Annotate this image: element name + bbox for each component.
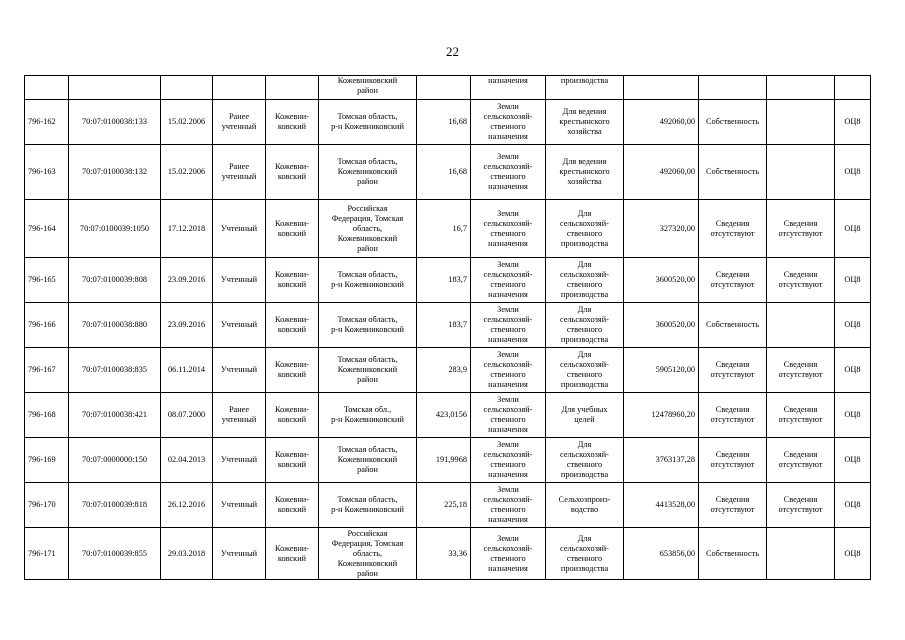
cell-district: Кожевни- ковский [266,258,319,303]
cell-area: 33,36 [417,528,471,580]
cell-code: ОЦ8 [835,200,871,258]
cell-category: Земли сельскохозяй- ственного назначения [471,528,546,580]
cell-holder [767,145,835,200]
cell-district: Кожевни- ковский [266,393,319,438]
cell-date [161,76,213,100]
cell-address: Томская область, р-н Кожевниковский [319,303,417,348]
cell-holder [767,303,835,348]
continuation-row [25,76,871,100]
cell-address: Томская обл., р-н Кожевниковский [319,393,417,438]
cell-code: ОЦ8 [835,438,871,483]
cell-category: Земли сельскохозяй- ственного назначения [471,393,546,438]
cell-cadastral: 70:07:0100039:818 [69,483,161,528]
cell-num: 796-167 [25,348,69,393]
cell-right: Сведения отсутствуют [699,258,767,303]
cell-holder: Сведения отсутствуют [767,393,835,438]
cell-address: Томская область, Кожевниковский район [319,348,417,393]
cell-area: 423,0156 [417,393,471,438]
table-body [25,76,871,580]
cell-holder [767,76,835,100]
cell-area: 183,7 [417,258,471,303]
cell-code: ОЦ8 [835,303,871,348]
cell-category: Земли сельскохозяй- ственного назначения [471,303,546,348]
cell-holder [767,528,835,580]
cell-date: 15.02.2006 [161,100,213,145]
cell-status: Учтенный [213,348,266,393]
cell-date: 17.12.2018 [161,200,213,258]
table-row [25,145,871,200]
table-row [25,258,871,303]
cell-right: Собственность [699,100,767,145]
cell-category: Земли сельскохозяй- ственного назначения [471,200,546,258]
cell-status: Учтенный [213,200,266,258]
cell-code: ОЦ8 [835,100,871,145]
cell-right: Сведения отсутствуют [699,438,767,483]
cell-address: Томская область, р-н Кожевниковский [319,100,417,145]
cell-area: 16,68 [417,145,471,200]
cell-date: 26.12.2016 [161,483,213,528]
cell-area: 183,7 [417,303,471,348]
cell-num: 796-164 [25,200,69,258]
cell-cadastral: 70:07:0100039:1050 [69,200,161,258]
table-row [25,438,871,483]
cell-value: 492060,00 [624,100,699,145]
cell-value: 3763137,28 [624,438,699,483]
cell-district [266,76,319,100]
cell-address: Томская область, Кожевниковский район [319,438,417,483]
cell-use: Сельхозпроиз- водство [546,483,624,528]
cell-area [417,76,471,100]
table-row [25,483,871,528]
cell-address: Томская область, Кожевниковский район [319,145,417,200]
cell-use: Для учебных целей [546,393,624,438]
cell-status: Ранее учтенный [213,145,266,200]
cell-cadastral: 70:07:0100038:133 [69,100,161,145]
cell-cadastral: 70:07:0100038:880 [69,303,161,348]
table-row [25,303,871,348]
page-number: 22 [446,44,459,59]
table-row [25,393,871,438]
cell-use: Для ведения крестьянского хозяйства [546,145,624,200]
cell-address: Российская Федерация, Томская область, Кожевниковский район [319,528,417,580]
cell-district: Кожевни- ковский [266,303,319,348]
cell-use: Для сельскохозяй- ственного производства [546,200,624,258]
cell-cadastral: 70:07:0100039:855 [69,528,161,580]
cell-cadastral: 70:07:0000000:150 [69,438,161,483]
cell-area: 283,9 [417,348,471,393]
cell-address: Российская Федерация, Томская область, Кожевниковский район [319,200,417,258]
cell-right: Сведения отсутствуют [699,393,767,438]
cell-status: Учтенный [213,438,266,483]
cell-code: ОЦ8 [835,483,871,528]
cell-code: ОЦ8 [835,145,871,200]
cell-date: 02.04.2013 [161,438,213,483]
land-registry-table [24,75,871,580]
cell-category: Земли сельскохозяй- ственного назначения [471,348,546,393]
cell-date: 23.09.2016 [161,258,213,303]
cell-code [835,76,871,100]
cell-date: 23.09.2016 [161,303,213,348]
cell-code: ОЦ8 [835,528,871,580]
cell-district: Кожевни- ковский [266,438,319,483]
cell-district: Кожевни- ковский [266,200,319,258]
cell-district: Кожевни- ковский [266,483,319,528]
cell-address: Томская область, р-н Кожевниковский [319,483,417,528]
cell-use: Для сельскохозяй- ственного производства [546,348,624,393]
cell-right: Сведения отсутствуют [699,483,767,528]
table-row [25,528,871,580]
cell-district: Кожевни- ковский [266,348,319,393]
cell-num: 796-170 [25,483,69,528]
cell-value: 12478960,20 [624,393,699,438]
cell-cadastral: 70:07:0100038:421 [69,393,161,438]
cell-value: 653856,00 [624,528,699,580]
cell-category: Земли сельскохозяй- ственного назначения [471,438,546,483]
cell-use: Для ведения крестьянского хозяйства [546,100,624,145]
cell-holder: Сведения отсутствуют [767,348,835,393]
cell-right: Собственность [699,303,767,348]
cell-right [699,76,767,100]
cell-category: назначения [471,76,546,100]
cell-category: Земли сельскохозяй- ственного назначения [471,483,546,528]
cell-value [624,76,699,100]
cell-holder: Сведения отсутствуют [767,200,835,258]
cell-value: 3600520,00 [624,303,699,348]
cell-category: Земли сельскохозяй- ственного назначения [471,258,546,303]
cell-date: 08.07.2000 [161,393,213,438]
cell-cadastral: 70:07:0100038:132 [69,145,161,200]
cell-area: 16,68 [417,100,471,145]
cell-code: ОЦ8 [835,258,871,303]
cell-value: 492060,00 [624,145,699,200]
cell-date: 06.11.2014 [161,348,213,393]
cell-district: Кожевни- ковский [266,145,319,200]
cell-right: Сведения отсутствуют [699,348,767,393]
cell-code: ОЦ8 [835,393,871,438]
cell-num [25,76,69,100]
cell-district: Кожевни- ковский [266,100,319,145]
cell-cadastral [69,76,161,100]
cell-status: Учтенный [213,303,266,348]
cell-status: Учтенный [213,528,266,580]
cell-num: 796-162 [25,100,69,145]
cell-cadastral: 70:07:0100038:835 [69,348,161,393]
table-row [25,348,871,393]
cell-use: Для сельскохозяй- ственного производства [546,258,624,303]
cell-date: 29.03.2018 [161,528,213,580]
cell-address: Кожевниковский район [319,76,417,100]
cell-use: производства [546,76,624,100]
cell-use: Для сельскохозяй- ственного производства [546,528,624,580]
table-row [25,100,871,145]
cell-num: 796-168 [25,393,69,438]
cell-num: 796-165 [25,258,69,303]
cell-right: Сведения отсутствуют [699,200,767,258]
cell-num: 796-166 [25,303,69,348]
cell-holder: Сведения отсутствуют [767,438,835,483]
cell-status: Учтенный [213,258,266,303]
cell-status: Ранее учтенный [213,100,266,145]
cell-num: 796-163 [25,145,69,200]
cell-num: 796-171 [25,528,69,580]
cell-area: 16,7 [417,200,471,258]
cell-value: 4413528,00 [624,483,699,528]
cell-num: 796-169 [25,438,69,483]
cell-right: Собственность [699,145,767,200]
cell-date: 15.02.2006 [161,145,213,200]
cell-district: Кожевни- ковский [266,528,319,580]
cell-right: Собственность [699,528,767,580]
cell-cadastral: 70:07:0100039:808 [69,258,161,303]
cell-holder [767,100,835,145]
cell-category: Земли сельскохозяй- ственного назначения [471,100,546,145]
cell-value: 327320,00 [624,200,699,258]
cell-status: Ранее учтенный [213,393,266,438]
cell-value: 5905120,00 [624,348,699,393]
cell-status: Учтенный [213,483,266,528]
cell-address: Томская область, р-н Кожевниковский [319,258,417,303]
cell-use: Для сельскохозяй- ственного производства [546,303,624,348]
cell-value: 3600520,00 [624,258,699,303]
cell-area: 191,9968 [417,438,471,483]
cell-category: Земли сельскохозяй- ственного назначения [471,145,546,200]
cell-holder: Сведения отсутствуют [767,258,835,303]
cell-area: 225,18 [417,483,471,528]
cell-use: Для сельскохозяй- ственного производства [546,438,624,483]
cell-status [213,76,266,100]
table-row [25,200,871,258]
cell-code: ОЦ8 [835,348,871,393]
cell-holder: Сведения отсутствуют [767,483,835,528]
